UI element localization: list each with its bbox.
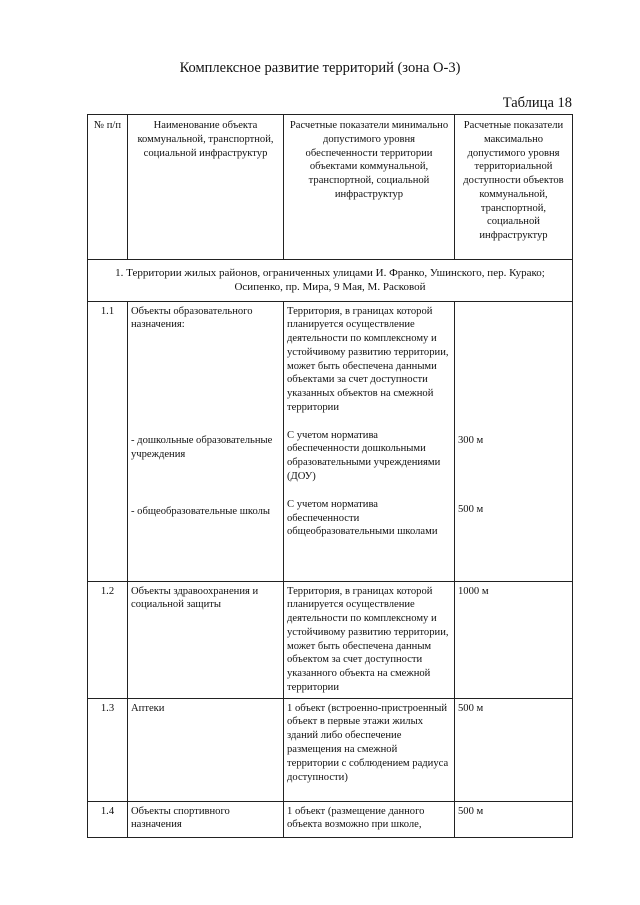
row-number: 1.4 [88,801,128,837]
header-number: № п/п [88,115,128,260]
row-object-title: Объекты образовательного назначения: [131,305,253,331]
row-object-name [128,301,284,581]
table-row [88,301,573,581]
row-min-level: Территория, в границах которой планируется осуществление деятельности по комплексному и устойчивому развитию территории, может быть обеспечена данным объектом за счет доступности указанного объекта на смежной территории [284,581,455,698]
row-max-access [455,301,573,581]
row-max-access: 500 м [455,698,573,801]
sub-max-value: 500 м [458,504,484,516]
row-object-name: Объекты здравоохранения и социальной защиты [128,581,284,698]
sub-object-name: - дошкольные образовательные учреждения [131,435,273,460]
row-min-level [284,301,455,581]
row-number: 1.2 [88,581,128,698]
section-row [88,260,573,302]
sub-object-name: - общеобразовательные школы [131,505,271,517]
section-title: 1. Территории жилых районов, ограниченных улицами И. Франко, Ушинского, пер. Курако; Осипенко, пр. Мира, 9 Мая, М. Расковой [88,260,573,302]
row-min-text: Территория, в границах которой планируется осуществление деятельности по комплексному и устойчивому развитию территории, может быть обеспечена данными объектами за счет доступности указанных объектов на смежной территории [287,305,449,413]
table-row [88,698,573,801]
sub-min-text: С учетом норматива обеспеченности дошкольными образовательными учреждениями (ДОУ) [287,429,441,483]
table-label: Таблица 18 [502,95,572,111]
row-max-access: 1000 м [455,581,573,698]
row-object-name: Аптеки [128,698,284,801]
header-object-name: Наименование объекта коммунальной, транспортной, социальной инфраструктур [128,115,284,260]
table-header-row [88,115,573,260]
row-object-name: Объекты спортивного назначения [128,801,284,837]
table-row [88,801,573,837]
table-row [88,581,573,698]
row-min-level: 1 объект (встроенно-пристроенный объект в первые этажи жилых зданий либо обеспечение размещения на смежной территории с соблюдением радиуса доступности) [284,698,455,801]
row-min-level: 1 объект (размещение данного объекта возможно при школе, [284,801,455,837]
sub-min-text: С учетом норматива обеспеченности общеобразовательными школами [287,498,438,538]
document-title: Комплексное развитие территорий (зона О-3) [179,60,461,76]
header-min-level: Расчетные показатели минимально допустимого уровня обеспеченности территории объектами коммунальной, транспортной, социальной инфраструктур [284,115,455,260]
standards-table [87,114,573,838]
row-number: 1.3 [88,698,128,801]
row-max-access: 500 м [455,801,573,837]
row-number: 1.1 [88,301,128,581]
header-max-access: Расчетные показатели максимально допустимого уровня территориальной доступности объектов коммунальной, транспортной, социальной инфраструктур [455,115,573,260]
sub-max-value: 300 м [458,434,484,446]
